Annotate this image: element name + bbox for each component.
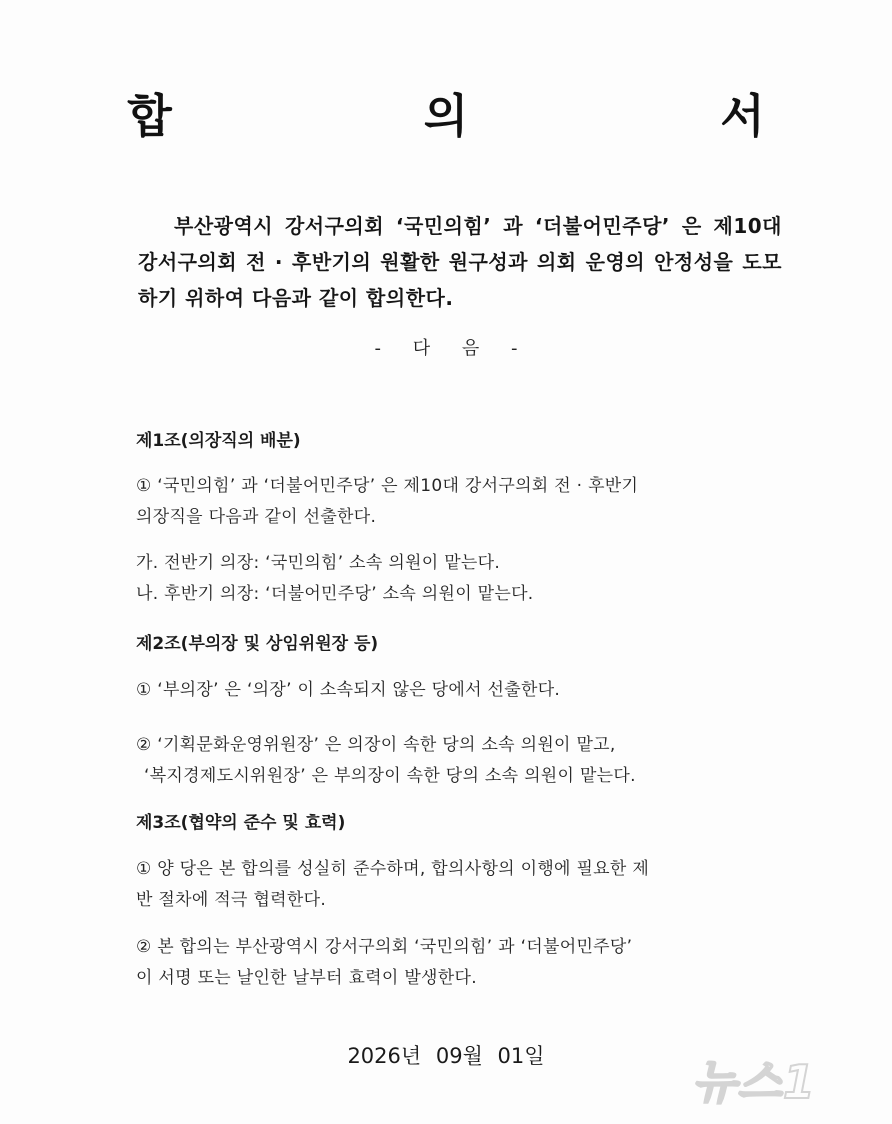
watermark-text: 뉴스1 <box>692 1055 816 1109</box>
news1-watermark-logo <box>692 1040 877 1112</box>
paragraph-line: 의장직을 다음과 같이 선출한다. <box>136 507 377 527</box>
paragraph-line: ① ‘국민의힘’ 과 ‘더불어민주당’ 은 제10대 강서구의회 전 · 후반기 <box>136 476 639 496</box>
paragraph-line: 이 서명 또는 날인한 날부터 효력이 발생한다. <box>136 968 477 988</box>
article-2-paragraph-1 <box>136 675 786 706</box>
article-1-paragraph-1 <box>136 471 786 533</box>
paragraph-line: 가. 전반기 의장: ‘국민의힘’ 소속 의원이 맡는다. <box>136 553 501 573</box>
paragraph-line: ② 본 합의는 부산광역시 강서구의회 ‘국민의힘’ 과 ‘더불어민주당’ <box>136 937 633 957</box>
paragraph-line: ① 양 당은 본 합의를 성실히 준수하며, 합의사항의 이행에 필요한 제 <box>136 859 650 879</box>
article-2-paragraph-2 <box>136 730 786 792</box>
paragraph-line: ‘복지경제도시위원장’ 은 부의장이 속한 당의 소속 의원이 맡는다. <box>144 766 636 786</box>
preamble: 부산광역시 강서구의회 ‘국민의힘’ 과 ‘더불어민주당’ 은 제10대 강서구의회 전 · 후반기의 원활한 원구성과 의회 운영의 안정성을 도모하기 위하여 다음과 같이 합의한다. <box>138 214 782 310</box>
separator-heading: - 다 음 - <box>374 338 518 359</box>
article-3-title: 제3조(협약의 준수 및 효력) <box>136 813 346 833</box>
article-3-paragraph-2 <box>136 932 786 994</box>
paragraph-line: ② ‘기획문화운영위원장’ 은 의장이 속한 당의 소속 의원이 맡고, <box>136 735 616 755</box>
article-1-paragraph-2 <box>136 548 786 610</box>
article-2-title: 제2조(부의장 및 상임위원장 등) <box>136 634 379 654</box>
paragraph-line: 나. 후반기 의장: ‘더불어민주당’ 소속 의원이 맡는다. <box>136 584 534 604</box>
article-3-paragraph-1 <box>136 854 786 916</box>
document-title: 합 의 서 <box>127 89 883 143</box>
paragraph-line: 반 절차에 적극 협력한다. <box>136 890 327 910</box>
paragraph-line: ① ‘부의장’ 은 ‘의장’ 이 소속되지 않은 당에서 선출한다. <box>136 680 561 700</box>
article-1-title: 제1조(의장직의 배분) <box>136 431 301 451</box>
document-date: 2026년 09월 01일 <box>347 1044 545 1068</box>
